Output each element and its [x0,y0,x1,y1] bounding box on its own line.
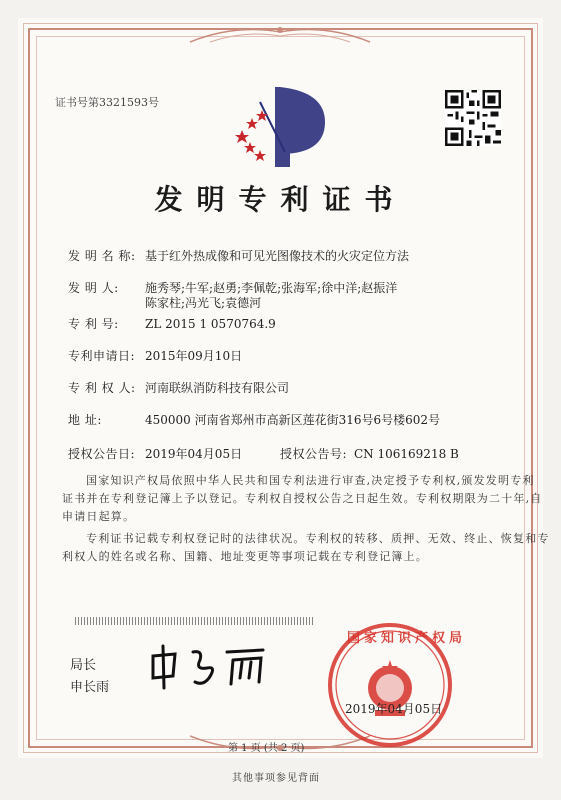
body-paragraph-line: 证书并在专利登记簿上予以登记。专利权自授权公告之日起生效。专利权期限为二十年,自 [62,492,543,505]
filing-date: 2015年09月10日 [145,349,243,363]
page-indicator: 第 1 页 (共 2 页) [228,743,305,754]
inventors-label: 发 明 人: [68,281,119,295]
footer-note: 其他事项参见背面 [232,773,320,784]
grant-number-label: 授权公告号: [280,447,348,461]
top-ornament [190,22,370,44]
barcode-strip [75,617,315,625]
body-paragraph-line: 利权人的姓名或名称、国籍、地址变更等事项记载在专利登记簿上。 [62,550,428,563]
certificate-number: 证书号第3321593号 [55,96,159,109]
filing-date-label: 专利申请日: [68,349,136,363]
certificate-title: 发明专利证书 [154,183,407,216]
patentee-label: 专 利 权 人: [68,381,136,395]
grant-date: 2019年04月05日 [145,447,243,461]
patent-office-logo [230,82,340,172]
patent-number: ZL 2015 1 0570764.9 [145,317,276,331]
seal-text: 国家知识产权局 [347,631,467,646]
qr-code [445,90,501,146]
body-paragraph-line: 申请日起算。 [62,510,136,523]
body-paragraph-line: 国家知识产权局依照中华人民共和国专利法进行审查,决定授予专利权,颁发发明专利 [86,474,535,487]
seal-date: 2019年04月05日 [345,702,443,716]
address-label: 地 址: [68,413,102,427]
director-title: 局长 [70,658,97,673]
address: 450000 河南省郑州市高新区莲花街316号6号楼602号 [145,413,441,427]
inventors-line-1: 施秀琴;牛军;赵勇;李佩乾;张海军;徐中洋;赵振洋 [145,281,398,295]
patent-number-label: 专 利 号: [68,317,119,331]
patentee: 河南联纵消防科技有限公司 [145,381,290,395]
grant-date-label: 授权公告日: [68,447,136,461]
inventors-line-2: 陈家柱;冯光飞;袁德河 [145,296,262,310]
grant-number: CN 106169218 B [354,447,459,461]
body-paragraph-line: 专利证书记载专利权登记时的法律状况。专利权的转移、质押、无效、终止、恢复和专 [86,532,550,545]
invention-name-label: 发 明 名 称: [68,249,136,263]
invention-name: 基于红外热成像和可见光图像技术的火灾定位方法 [145,249,410,263]
director-name: 申长雨 [70,680,110,695]
handwritten-signature [145,642,285,692]
